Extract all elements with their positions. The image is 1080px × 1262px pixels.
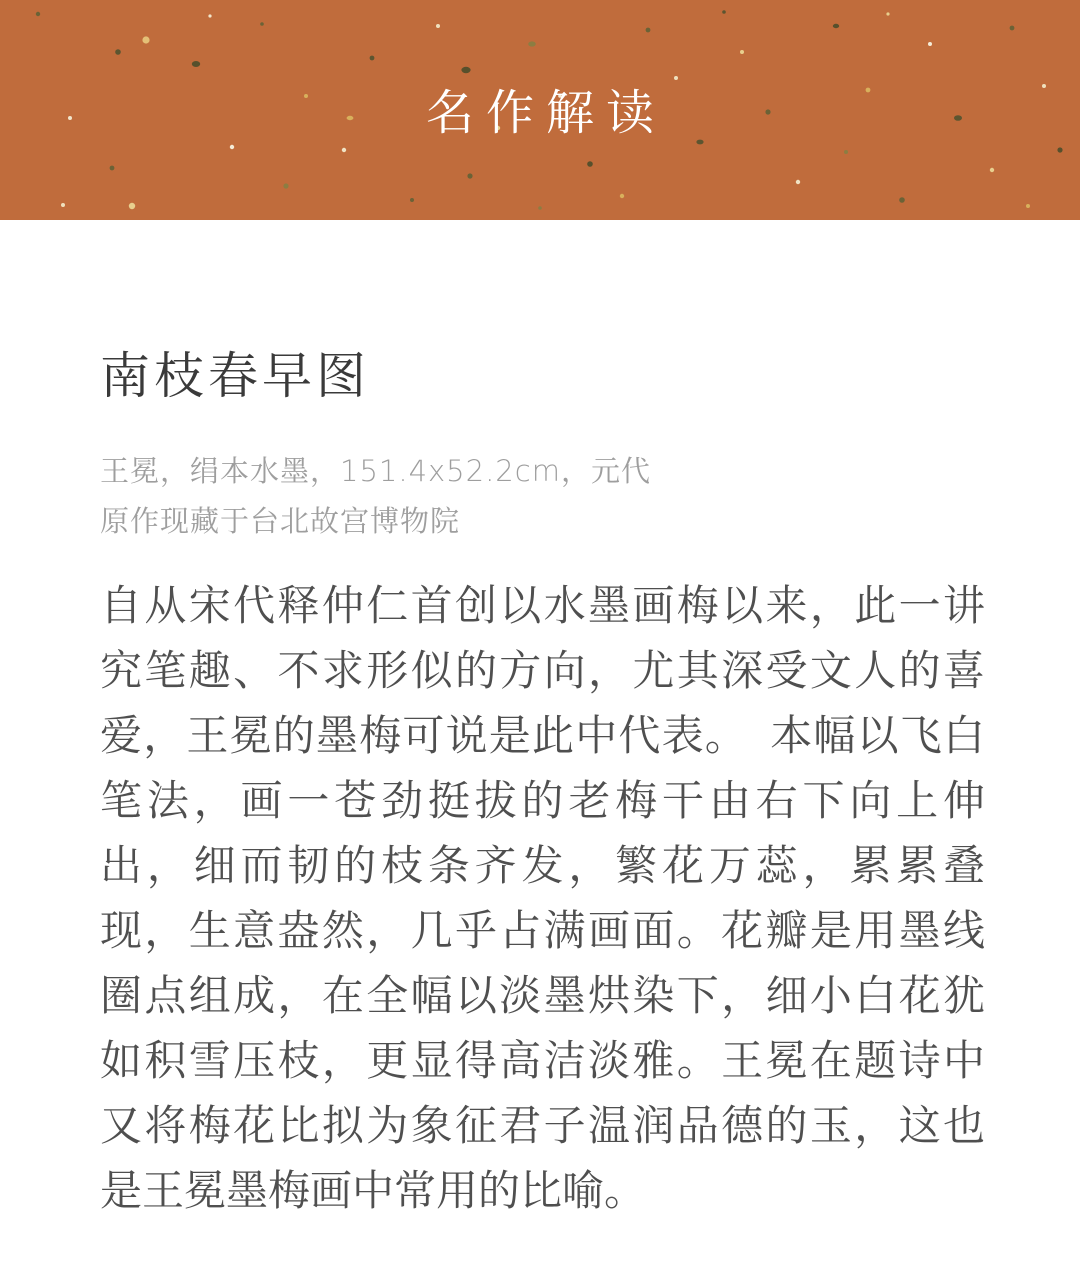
artwork-title: 南枝春早图 — [100, 347, 370, 405]
paragraph-line: 如积雪压枝，更显得高洁淡雅。王冕在题诗中 — [100, 1036, 985, 1085]
header-band — [0, 0, 1080, 220]
artwork-meta — [100, 446, 985, 546]
paragraph-line: 圈点组成，在全幅以淡墨烘染下，细小白花犹 — [100, 971, 985, 1020]
paragraph-line: 出，细而韧的枝条齐发，繁花万蕊，累累叠 — [100, 841, 985, 890]
paragraph-line: 现，生意盎然，几乎占满画面。花瓣是用墨线 — [100, 906, 985, 955]
article-body — [0, 220, 1080, 1223]
artwork-meta-line: 王冕，绢本水墨，151.4x52.2cm，元代 — [100, 454, 651, 488]
paragraph-line: 自从宋代释仲仁首创以水墨画梅以来，此一讲 — [100, 581, 985, 630]
paragraph-line: 究笔趣、不求形似的方向，尤其深受文人的喜 — [100, 646, 985, 695]
page-title: 名作解读 — [425, 85, 666, 142]
artwork-meta-line: 原作现藏于台北故宫博物院 — [100, 504, 461, 538]
artwork-description — [100, 573, 985, 1223]
paragraph-line: 又将梅花比拟为象征君子温润品德的玉，这也 — [100, 1101, 985, 1150]
paragraph-line: 是王冕墨梅画中常用的比喻。 — [100, 1166, 647, 1215]
paragraph-line: 笔法，画一苍劲挺拔的老梅干由右下向上伸 — [100, 776, 985, 825]
paragraph-line: 爱，王冕的墨梅可说是此中代表。 本幅以飞白 — [100, 711, 985, 760]
